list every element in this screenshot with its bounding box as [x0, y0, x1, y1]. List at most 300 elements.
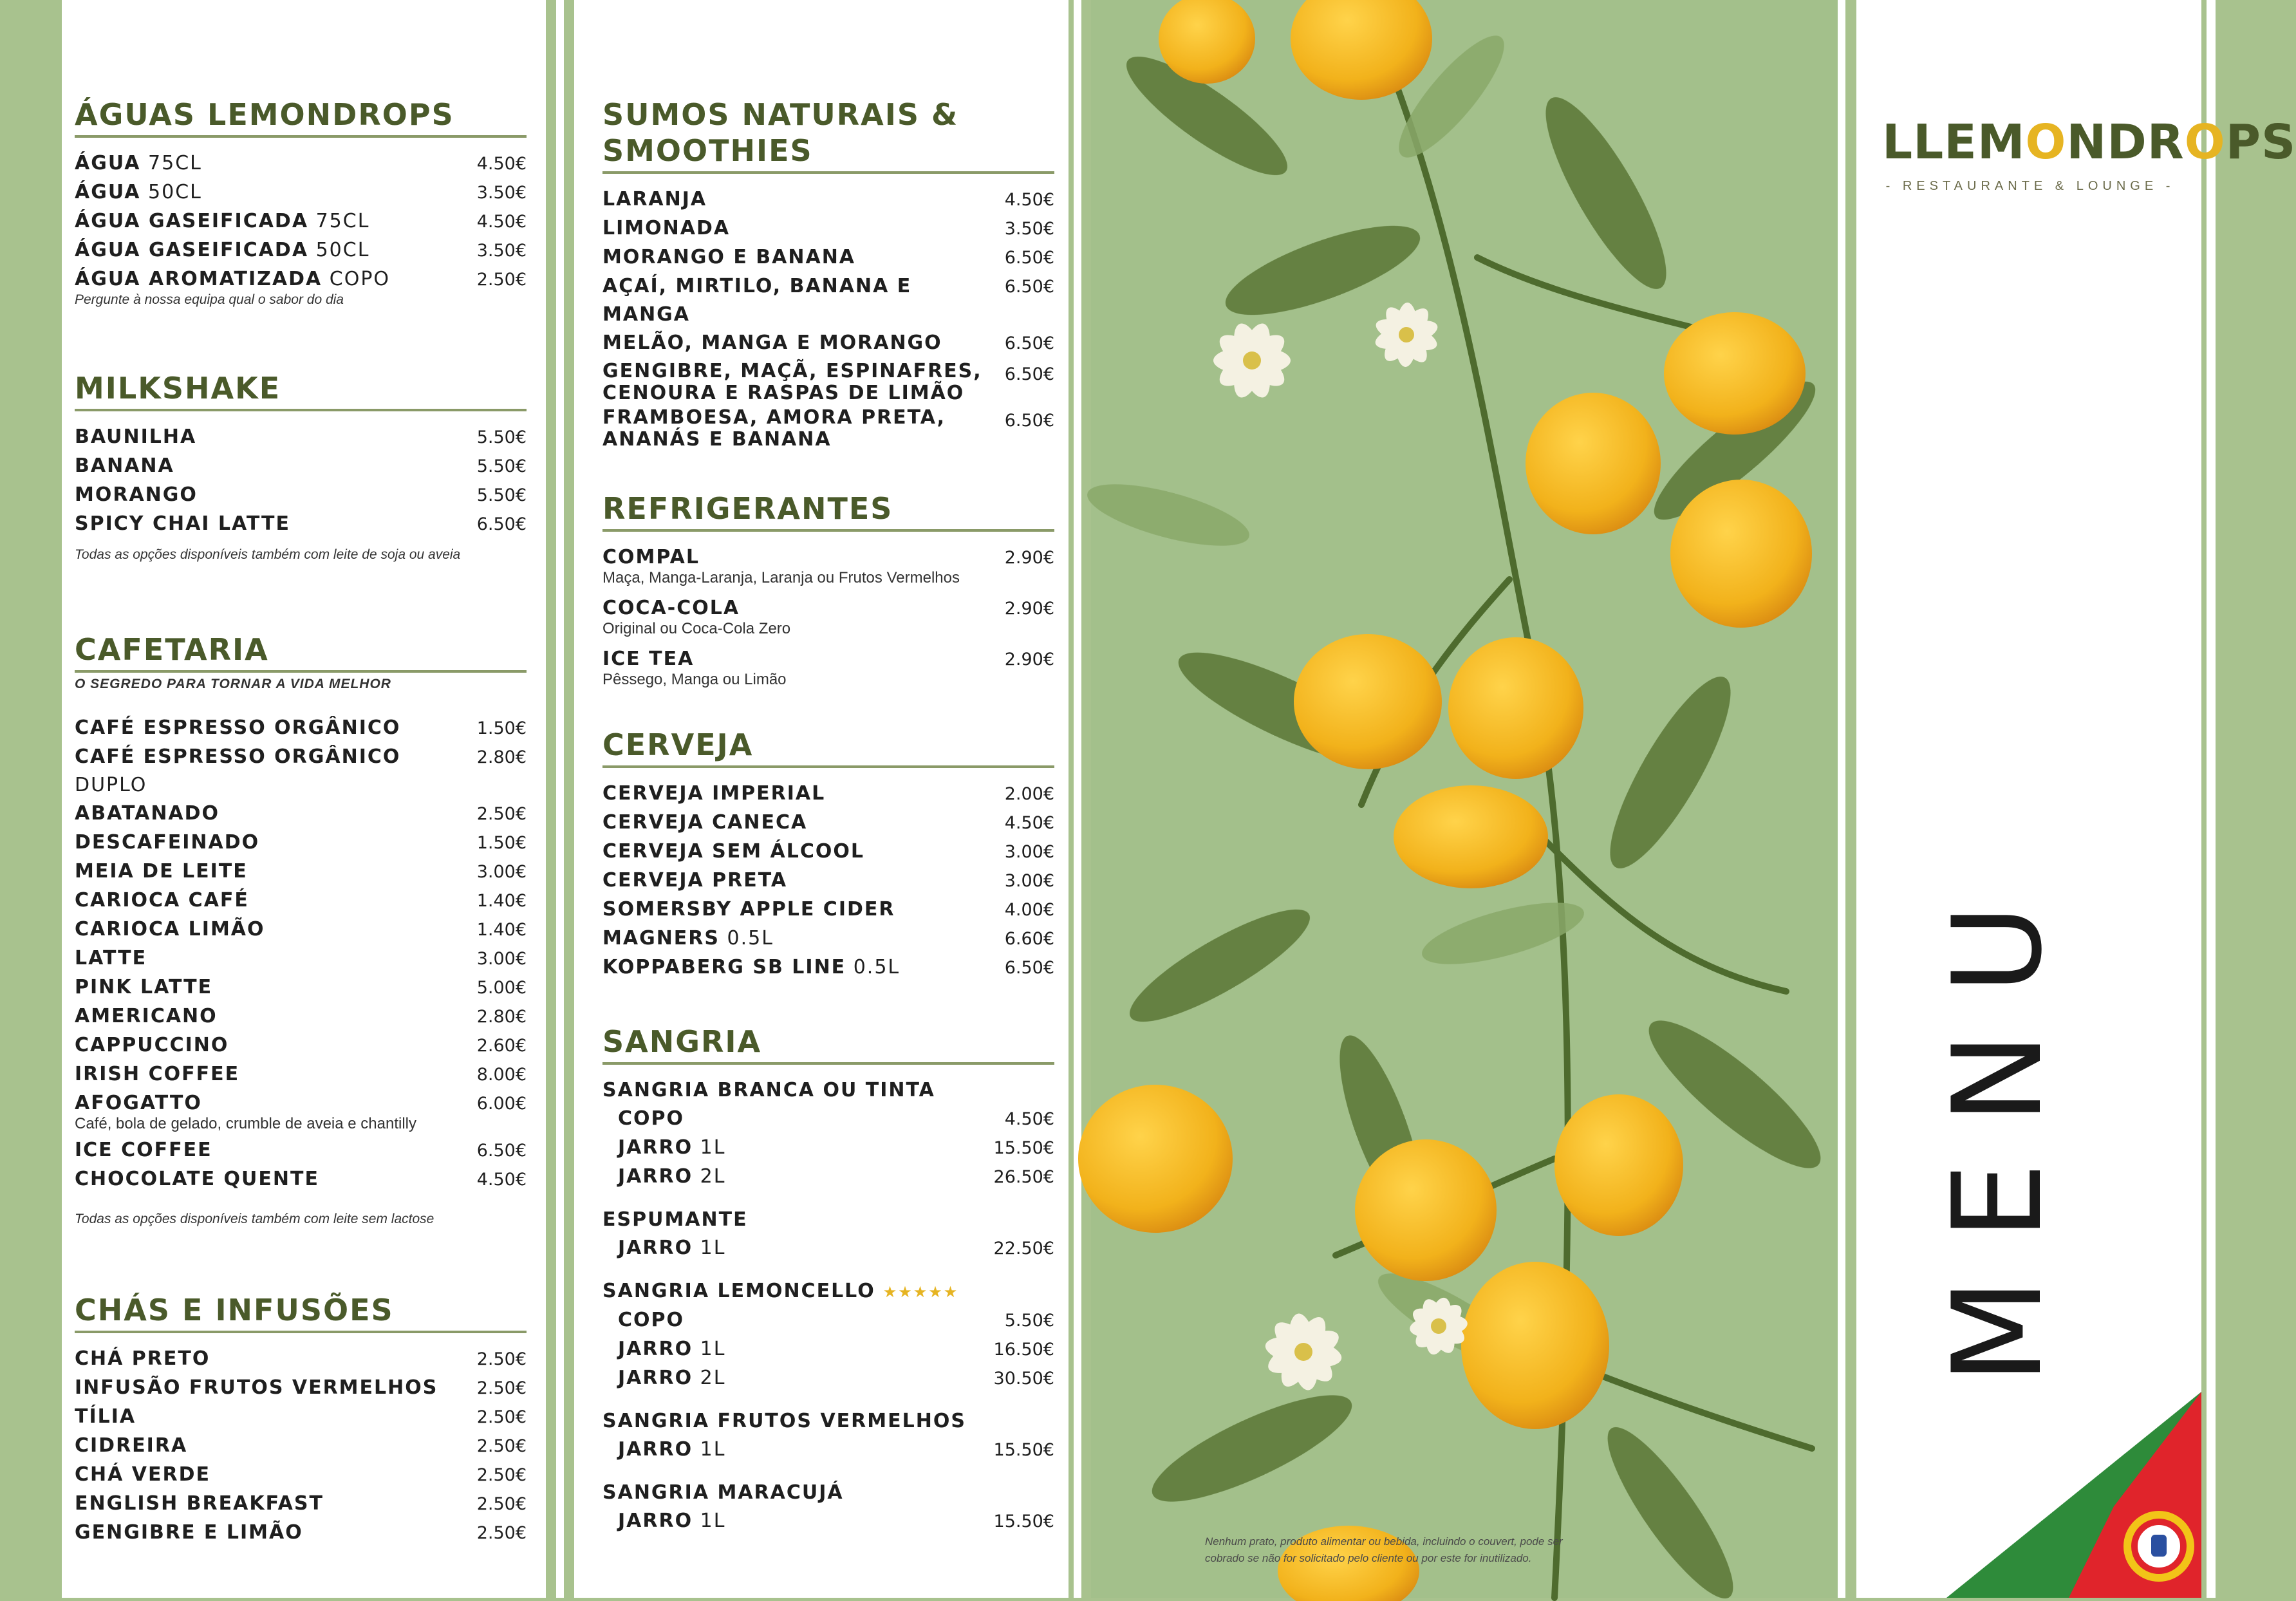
menu-item-name-text: CERVEJA CANECA: [602, 811, 808, 834]
menu-item-name: [602, 895, 895, 924]
menu-item-name: [75, 743, 477, 800]
menu-item-name: [75, 1031, 229, 1060]
logo-text: O: [2025, 115, 2067, 170]
menu-item-size: 1L: [693, 1237, 726, 1259]
menu-item-name-text: TÍLIA: [75, 1405, 136, 1428]
menu-item: [75, 1374, 527, 1403]
menu-item-name-text: ÁGUA: [75, 181, 141, 203]
refrigerantes-list: [602, 543, 1054, 688]
menu-item-price: 30.50€: [993, 1369, 1054, 1389]
menu-item-name: [602, 1335, 725, 1363]
menu-item-name-text: BANANA: [75, 454, 174, 477]
menu-item: [602, 1306, 1054, 1335]
milkshake-list: [75, 423, 527, 539]
sumos-title-line2: SMOOTHIES: [602, 133, 813, 168]
menu-item: [75, 915, 527, 944]
menu-item: [75, 207, 527, 236]
menu-item-price: 2.50€: [476, 1523, 527, 1543]
menu-item-name: [602, 809, 807, 837]
logo-text: DR: [2107, 115, 2185, 170]
menu-item-name: [75, 1461, 210, 1489]
cafetaria-note: Todas as opções disponíveis também com leite sem lactose: [75, 1212, 434, 1226]
menu-item-name: [75, 481, 198, 509]
menu-item-name-text: CERVEJA IMPERIAL: [602, 782, 826, 805]
menu-item-name: [75, 265, 390, 294]
menu-item: [602, 243, 1054, 272]
menu-item: [602, 1163, 1054, 1192]
menu-item-name-text: JARRO: [618, 1510, 693, 1532]
menu-item-name-text: ENGLISH BREAKFAST: [75, 1492, 324, 1515]
menu-item: [602, 407, 1054, 451]
menu-item-price: 2.50€: [476, 1494, 527, 1514]
legal-line-2: cobrado se não for solicitado pelo cliente ou por este for inutilizado.: [1205, 1552, 1532, 1564]
menu-item-price: 4.50€: [476, 1170, 527, 1190]
sangria-group-name: ESPUMANTE: [602, 1208, 748, 1231]
sangria-group-title: [602, 1277, 1054, 1306]
sangria-group-title: [602, 1206, 1054, 1234]
menu-item-size: COPO: [322, 268, 391, 290]
menu-item-size: 2L: [693, 1165, 726, 1188]
menu-item-price: 2.90€: [1004, 599, 1054, 619]
menu-item: [75, 1490, 527, 1519]
legal-note: [1205, 1533, 1656, 1567]
menu-item-name: [602, 1364, 725, 1392]
menu-item-name: [75, 207, 369, 236]
menu-item-name: [75, 149, 202, 178]
lemon-branch-art: [1091, 0, 1838, 1598]
menu-item-price: 4.50€: [1004, 813, 1054, 833]
menu-item-price: 2.50€: [476, 1378, 527, 1398]
menu-item-name: [602, 329, 942, 357]
column-1: [75, 97, 527, 1548]
menu-item-name: [602, 1105, 684, 1133]
menu-item-price: 4.50€: [476, 154, 527, 174]
menu-item-size: 0.5L: [846, 956, 901, 978]
menu-item-name-text: FRAMBOESA, AMORA PRETA,: [602, 406, 946, 429]
menu-item-name-text: CAFÉ ESPRESSO ORGÂNICO: [75, 716, 401, 739]
menu-item: [75, 1345, 527, 1374]
sangria-group-name: SANGRIA FRUTOS VERMELHOS: [602, 1410, 966, 1432]
menu-item-name: [602, 1306, 684, 1334]
menu-item-name: [75, 886, 249, 915]
menu-item-name-text: CIDREIRA: [75, 1434, 188, 1457]
logo-text: O: [2184, 115, 2226, 170]
menu-item-price: 2.50€: [476, 1465, 527, 1485]
menu-item: [75, 1432, 527, 1461]
menu-item: [602, 1105, 1054, 1134]
menu-item-name-text: DESCAFEINADO: [75, 831, 260, 854]
menu-item-price: 2.00€: [1004, 784, 1054, 804]
section-title-milkshake: MILKSHAKE: [75, 370, 527, 411]
menu-item-name: [75, 423, 196, 451]
menu-item: [602, 360, 1054, 404]
panel-stripe: [1838, 0, 1845, 1598]
sangria-group-name: SANGRIA MARACUJÁ: [602, 1481, 844, 1504]
section-title-chas: CHÁS E INFUSÕES: [75, 1292, 527, 1333]
menu-item-name: [75, 178, 202, 207]
lemon-illustration: [1091, 0, 1838, 1598]
menu-item: [602, 214, 1054, 243]
menu-item-name: [602, 924, 774, 953]
menu-item-price: 2.80€: [476, 1007, 527, 1027]
menu-cover: [1856, 0, 2296, 1598]
menu-item-name-text: JARRO: [618, 1165, 693, 1188]
menu-item-price: 8.00€: [476, 1065, 527, 1085]
cerveja-list: [602, 780, 1054, 982]
menu-item-size: 75CL: [308, 210, 370, 232]
menu-item-name: [75, 915, 265, 944]
menu-item-name: [602, 185, 707, 214]
menu-item: [602, 594, 1054, 623]
menu-item-name: [75, 944, 147, 973]
menu-item: [75, 452, 527, 481]
menu-item: [602, 1134, 1054, 1163]
menu-item-name-line2: ANANÁS E BANANA: [602, 428, 832, 451]
menu-item-name-text: ÁGUA: [75, 152, 141, 174]
menu-item: [75, 1165, 527, 1194]
menu-item-name-text: MELÃO, MANGA E MORANGO: [602, 332, 942, 354]
menu-item-name-text: MAGNERS: [602, 927, 720, 950]
menu-item-name: [75, 1165, 319, 1194]
menu-item-name: [602, 407, 946, 451]
menu-item-price: 3.50€: [1004, 219, 1054, 239]
menu-item: [602, 185, 1054, 214]
menu-item-price: 5.00€: [476, 978, 527, 998]
menu-item: [75, 1403, 527, 1432]
logo-text: LLEM: [1882, 115, 2026, 170]
menu-item-name-text: COPO: [618, 1107, 685, 1130]
menu-item-price: 15.50€: [993, 1138, 1054, 1158]
section-title-sangria: SANGRIA: [602, 1024, 1054, 1065]
menu-item-name-text: CAFÉ ESPRESSO ORGÂNICO: [75, 745, 401, 768]
menu-item-price: 5.50€: [476, 456, 527, 476]
menu-item: [75, 1002, 527, 1031]
menu-item-name-text: ÁGUA GASEIFICADA: [75, 210, 309, 232]
menu-item-price: 15.50€: [993, 1440, 1054, 1460]
menu-item: [602, 1335, 1054, 1364]
menu-item: [75, 1136, 527, 1165]
menu-item-name-text: GENGIBRE E LIMÃO: [75, 1521, 303, 1544]
menu-item-description: Maça, Manga-Laranja, Laranja ou Frutos Vermelhos: [602, 569, 960, 586]
menu-item-name-text: CERVEJA PRETA: [602, 869, 788, 892]
menu-item-name: [75, 1432, 187, 1460]
menu-item-name: [75, 1089, 202, 1118]
menu-item: [75, 743, 527, 800]
menu-item: [602, 272, 1054, 329]
menu-item: [75, 973, 527, 1002]
menu-item-size: 1L: [693, 1438, 726, 1461]
section-title-cerveja: CERVEJA: [602, 727, 1054, 768]
menu-title: MENU: [1927, 865, 2069, 1384]
logo-text: N: [2066, 115, 2107, 170]
menu-item-price: 6.60€: [1004, 929, 1054, 949]
section-title-cafetaria: CAFETARIA: [75, 632, 527, 673]
menu-item-price: 2.50€: [476, 804, 527, 824]
menu-item-name: [75, 1136, 212, 1165]
menu-item: [75, 714, 527, 743]
menu-item-description: Pêssego, Manga ou Limão: [602, 671, 787, 688]
menu-item: [75, 423, 527, 452]
menu-item-price: 1.50€: [476, 718, 527, 738]
panel-stripe: [556, 0, 564, 1598]
menu-item-price: 6.50€: [476, 514, 527, 534]
menu-item-name-text: ICE COFFEE: [75, 1139, 212, 1161]
panel-stripe: [2207, 0, 2216, 1598]
menu-item: [602, 1436, 1054, 1465]
sangria-list: [602, 1076, 1054, 1536]
menu-item-price: 2.90€: [1004, 548, 1054, 568]
aguas-note: Pergunte à nossa equipa qual o sabor do dia: [75, 292, 344, 307]
menu-item-size: 1L: [693, 1510, 726, 1532]
menu-item: [602, 1234, 1054, 1263]
menu-item-name: [602, 838, 864, 866]
menu-item-price: 3.00€: [1004, 871, 1054, 891]
menu-item: [75, 510, 527, 539]
menu-item-size: 75CL: [140, 152, 202, 174]
menu-item-name: [75, 452, 174, 480]
menu-item-name: [602, 1507, 725, 1535]
menu-item-size: 2L: [693, 1367, 726, 1389]
cafetaria-list: [75, 714, 527, 1194]
menu-item-price: 3.00€: [476, 949, 527, 969]
menu-item-name: [602, 272, 1005, 329]
menu-item-price: 6.50€: [1004, 364, 1054, 384]
menu-item-name: [75, 1519, 303, 1547]
menu-item-name-text: LATTE: [75, 947, 147, 969]
section-title-sumos: [602, 97, 1054, 174]
menu-item-name: [602, 780, 825, 808]
menu-item-price: 2.50€: [476, 1407, 527, 1427]
menu-item-name-text: LIMONADA: [602, 217, 731, 239]
menu-item: [602, 809, 1054, 838]
menu-item: [75, 857, 527, 886]
menu-item-price: 2.60€: [476, 1036, 527, 1056]
menu-item-name-text: ÁGUA GASEIFICADA: [75, 239, 309, 261]
menu-item-name-text: SOMERSBY APPLE CIDER: [602, 898, 895, 921]
menu-item-price: 5.50€: [476, 485, 527, 505]
menu-item-name: [75, 1403, 136, 1431]
menu-item-price: 3.00€: [476, 862, 527, 882]
menu-item-name: [602, 1234, 725, 1262]
menu-item: [75, 481, 527, 510]
logo-text: PS: [2225, 115, 2296, 170]
menu-item-name-text: ABATANADO: [75, 802, 220, 825]
menu-item: [75, 1519, 527, 1548]
menu-item-name-text: ÁGUA AROMATIZADA: [75, 268, 322, 290]
column-2: [602, 97, 1054, 1536]
panel-stripe: [546, 0, 556, 1598]
menu-item-name-text: BAUNILHA: [75, 426, 197, 448]
menu-item: [602, 1507, 1054, 1536]
menu-item-price: 2.50€: [476, 270, 527, 290]
menu-item-name: [75, 1490, 324, 1518]
menu-item-price: 4.50€: [1004, 190, 1054, 210]
aguas-list: [75, 149, 527, 294]
menu-item-name-text: SPICY CHAI LATTE: [75, 512, 291, 535]
menu-item-price: 1.40€: [476, 891, 527, 911]
menu-item-name-text: PINK LATTE: [75, 976, 213, 998]
menu-item-size: 1L: [693, 1338, 726, 1360]
menu-item: [75, 829, 527, 857]
legal-line-1: Nenhum prato, produto alimentar ou bebida, incluindo o couvert, pode ser: [1205, 1535, 1563, 1548]
menu-item: [602, 645, 1054, 674]
menu-item-name-text: CHÁ VERDE: [75, 1463, 210, 1486]
menu-item-price: 3.50€: [476, 241, 527, 261]
menu-item-price: 3.00€: [1004, 842, 1054, 862]
menu-item: [602, 866, 1054, 895]
menu-item-name: [602, 594, 740, 623]
menu-item-name-text: CHOCOLATE QUENTE: [75, 1168, 319, 1190]
menu-item-description: Café, bola de gelado, crumble de aveia e chantilly: [75, 1115, 416, 1132]
menu-item-price: 4.50€: [476, 212, 527, 232]
menu-item-name-text: MORANGO: [75, 483, 198, 506]
sangria-group-title: [602, 1076, 1054, 1105]
menu-item-name: [602, 866, 787, 895]
menu-item: [75, 265, 527, 294]
menu-item-price: 26.50€: [993, 1167, 1054, 1187]
menu-item-name: [75, 236, 369, 265]
menu-item: [75, 1031, 527, 1060]
menu-item: [75, 178, 527, 207]
star-rating-icon: ★★★★★: [882, 1283, 959, 1301]
menu-item-name-text: AFOGATTO: [75, 1092, 202, 1114]
menu-item-name-text: KOPPABERG SB LINE: [602, 956, 846, 978]
menu-item-name: [602, 1134, 725, 1162]
section-title-aguas: ÁGUAS LEMONDROPS: [75, 97, 527, 138]
menu-item-price: 2.80€: [476, 747, 527, 767]
menu-item-name-text: AMERICANO: [75, 1005, 218, 1027]
menu-item-price: 2.50€: [476, 1349, 527, 1369]
menu-item: [75, 944, 527, 973]
menu-item-price: 6.50€: [476, 1141, 527, 1161]
menu-item: [75, 886, 527, 915]
menu-item-price: 6.50€: [1004, 248, 1054, 268]
menu-item-name-line2: CENOURA E RASPAS DE LIMÃO: [602, 382, 965, 404]
menu-item-name-text: MEIA DE LEITE: [75, 860, 248, 883]
menu-item-name-text: CHÁ PRETO: [75, 1347, 210, 1370]
menu-item-name-text: JARRO: [618, 1367, 693, 1389]
menu-item: [75, 800, 527, 829]
menu-item-price: 2.50€: [476, 1436, 527, 1456]
menu-item-name-text: JARRO: [618, 1136, 693, 1159]
menu-item-name-text: AÇAÍ, MIRTILO, BANANA E MANGA: [602, 275, 912, 326]
menu-item-name-text: COCA-COLA: [602, 597, 740, 619]
milkshake-note: Todas as opções disponíveis também com leite de soja ou aveia: [75, 547, 461, 562]
sangria-group-title: [602, 1479, 1054, 1507]
menu-item-price: 6.50€: [1004, 958, 1054, 978]
menu-item-name-text: COPO: [618, 1309, 685, 1331]
menu-item: [602, 838, 1054, 866]
menu-item-name: [602, 543, 700, 572]
menu-item-price: 6.50€: [1004, 277, 1054, 297]
menu-item-name: [75, 1002, 218, 1031]
portugal-flag-icon: [1856, 1378, 2201, 1598]
menu-item-name: [75, 800, 219, 828]
menu-item-price: 5.50€: [1004, 1311, 1054, 1331]
menu-item-size: 1L: [693, 1136, 726, 1159]
menu-item-price: 5.50€: [476, 427, 527, 447]
sangria-group-name: SANGRIA BRANCA OU TINTA: [602, 1079, 935, 1101]
menu-item-price: 6.00€: [476, 1094, 527, 1114]
menu-item-name-text: LARANJA: [602, 188, 707, 211]
menu-item-size: 50CL: [140, 181, 202, 203]
menu-item-name: [75, 510, 290, 538]
menu-item: [75, 149, 527, 178]
menu-item-price: 1.50€: [476, 833, 527, 853]
menu-item-name: [602, 243, 855, 272]
menu-item-price: 4.50€: [1004, 1109, 1054, 1129]
menu-item-name: [75, 1060, 239, 1089]
menu-item-name-text: JARRO: [618, 1237, 693, 1259]
menu-item-price: 2.90€: [1004, 650, 1054, 669]
menu-item-price: 6.50€: [1004, 333, 1054, 353]
menu-item: [602, 329, 1054, 358]
menu-item: [602, 924, 1054, 953]
menu-item-name-text: MORANGO E BANANA: [602, 246, 856, 268]
menu-item-name: [602, 953, 900, 982]
menu-item-name-text: JARRO: [618, 1338, 693, 1360]
menu-item-name-text: ICE TEA: [602, 648, 695, 670]
menu-item-name-text: CERVEJA SEM ÁLCOOL: [602, 840, 865, 863]
menu-item-size: DUPLO: [75, 774, 147, 796]
menu-item-price: 3.50€: [476, 183, 527, 203]
sumos-list: [602, 185, 1054, 451]
menu-item-price: 15.50€: [993, 1512, 1054, 1531]
menu-item-size: 50CL: [308, 239, 370, 261]
menu-item-name-text: CARIOCA CAFÉ: [75, 889, 249, 912]
menu-item: [602, 543, 1054, 572]
menu-item-name: [602, 1163, 725, 1191]
menu-item-name-text: COMPAL: [602, 546, 700, 568]
menu-item-name: [602, 1436, 725, 1464]
menu-item-name-text: INFUSÃO FRUTOS VERMELHOS: [75, 1376, 438, 1399]
menu-item-name-text: CARIOCA LIMÃO: [75, 918, 265, 941]
menu-item-name-text: CAPPUCCINO: [75, 1034, 229, 1056]
logo-tagline: - RESTAURANTE & LOUNGE -: [1885, 179, 2175, 193]
menu-item: [602, 953, 1054, 982]
menu-item-name: [75, 1374, 438, 1402]
menu-item-price: 1.40€: [476, 920, 527, 940]
menu-item: [75, 236, 527, 265]
menu-item-name: [75, 714, 400, 742]
menu-item-name-text: IRISH COFFEE: [75, 1063, 240, 1085]
menu-item: [602, 1364, 1054, 1393]
menu-item: [75, 1060, 527, 1089]
menu-item-name: [75, 1345, 210, 1373]
sangria-group-title: [602, 1407, 1054, 1436]
menu-item-name-text: JARRO: [618, 1438, 693, 1461]
menu-item: [602, 780, 1054, 809]
menu-item-name-text: GENGIBRE, MAÇÃ, ESPINAFRES,: [602, 360, 982, 382]
menu-item: [75, 1461, 527, 1490]
menu-item-name: [75, 829, 259, 857]
menu-item-price: 22.50€: [993, 1239, 1054, 1259]
menu-item-name: [75, 973, 212, 1002]
lemondrops-logo: [1882, 115, 2296, 170]
sangria-group-name: SANGRIA LEMONCELLO: [602, 1280, 875, 1302]
menu-item-price: 16.50€: [993, 1340, 1054, 1360]
menu-item-price: 6.50€: [1004, 411, 1054, 431]
section-title-refrigerantes: REFRIGERANTES: [602, 491, 1054, 532]
cafetaria-subtitle: O SEGREDO PARA TORNAR A VIDA MELHOR: [75, 677, 391, 691]
menu-item: [75, 1089, 527, 1118]
menu-item-description: Original ou Coca-Cola Zero: [602, 620, 791, 637]
menu-item-price: 4.00€: [1004, 900, 1054, 920]
menu-item-name: [602, 360, 982, 404]
panel-stripe: [1074, 0, 1081, 1598]
menu-item-size: 0.5L: [720, 927, 774, 950]
menu-item: [602, 895, 1054, 924]
